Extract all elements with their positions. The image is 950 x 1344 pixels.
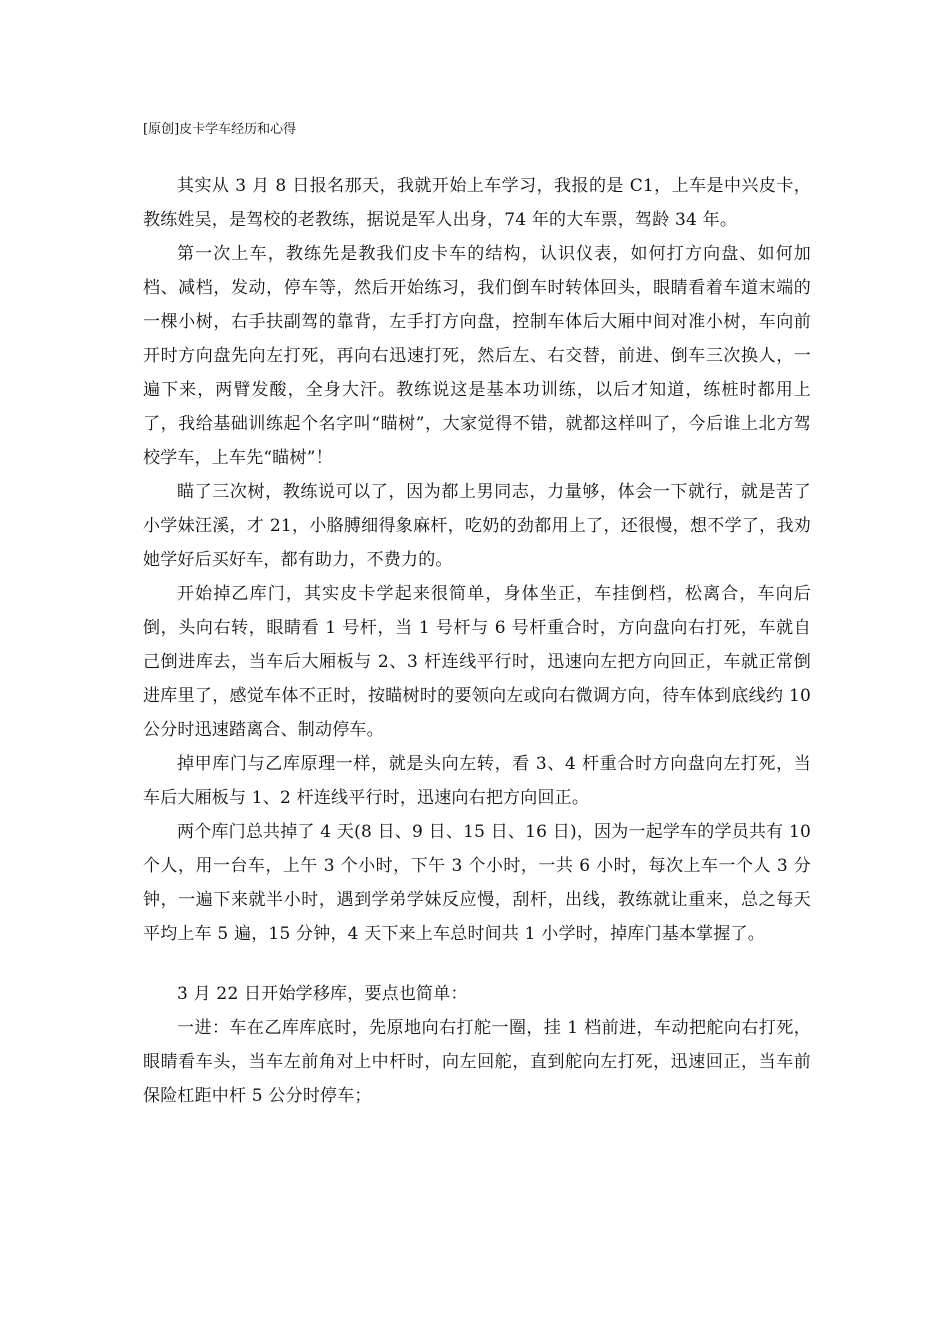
paragraph-b-garage: 开始掉乙库门，其实皮卡学起来很简单，身体坐正，车挂倒档，松离合，车向后倒，头向右转，眼睛看 1 号杆，当 1 号杆与 6 号杆重合时，方向盘向右打死，车就自己倒进库去，当车后大厢板与 2、3 杆连线平行时，迅速向左把方向回正，车就正常倒进库里了，感觉车体不正时，按瞄树时的要领向左或向右微调方向，待车体到底线约 10 公分时迅速踏离合、制动停车。 [143,584,811,740]
paragraph-practice-summary: 两个库门总共掉了 4 天(8 日、9 日、15 日、16 日)，因为一起学车的学员共有 10 个人，用一台车，上午 3 个小时，下午 3 个小时，一共 6 小时，每次上车一个人 3 分钟，一遍下来就半小时，遇到学弟学妹反应慢，刮杆，出线，教练就让重来，总之每天平均上车 5 遍，15 分钟，4 天下来上车总时间共 1 小学时，掉库门基本掌握了。 [143,822,811,944]
paragraph-first-forward: 一进：车在乙库库底时，先原地向右打舵一圈，挂 1 档前进，车动把舵向右打死，眼睛看车头，当车左前角对上中杆时，向左回舵，直到舵向左打死，迅速回正，当车前保险杠距中杆 5 公分时停车； [143,1018,811,1106]
section-gap [143,951,811,977]
document-body [143,169,811,1113]
paragraph-a-garage: 掉甲库门与乙库原理一样，就是头向左转，看 3、4 杆重合时方向盘向左打死，当车后大厢板与 1、2 杆连线平行时，迅速向右把方向回正。 [143,754,811,808]
paragraph-move-garage-intro: 3 月 22 日开始学移库，要点也简单： [177,984,468,1004]
paragraph-tree-practice: 瞄了三次树，教练说可以了，因为都上男同志，力量够，体会一下就行，就是苦了小学妹汪溪，才 21，小胳膊细得象麻杆，吃奶的劲都用上了，还很慢，想不学了，我劝她学好后买好车，都有助力，不费力的。 [143,482,811,570]
paragraph-registration: 其实从 3 月 8 日报名那天，我就开始上车学习，我报的是 C1，上车是中兴皮卡，教练姓吴，是驾校的老教练，据说是军人出身，74 年的大车票，驾龄 34 年。 [143,176,811,230]
document-title: [原创]皮卡学车经历和心得 [143,122,297,137]
paragraph-first-lesson: 第一次上车，教练先是教我们皮卡车的结构，认识仪表，如何打方向盘、如何加档、减档，发动，停车等，然后开始练习，我们倒车时转体回头，眼睛看着车道末端的一棵小树，右手扶副驾的靠背，左手打方向盘，控制车体后大厢中间对准小树，车向前开时方向盘先向左打死，再向右迅速打死，然后左、右交替，前进、倒车三次换人，一遍下来，两臂发酸，全身大汗。教练说这是基本功训练，以后才知道，练桩时都用上了，我给基础训练起个名字叫“瞄树”，大家觉得不错，就都这样叫了，今后谁上北方驾校学车，上车先“瞄树”！ [143,244,811,468]
